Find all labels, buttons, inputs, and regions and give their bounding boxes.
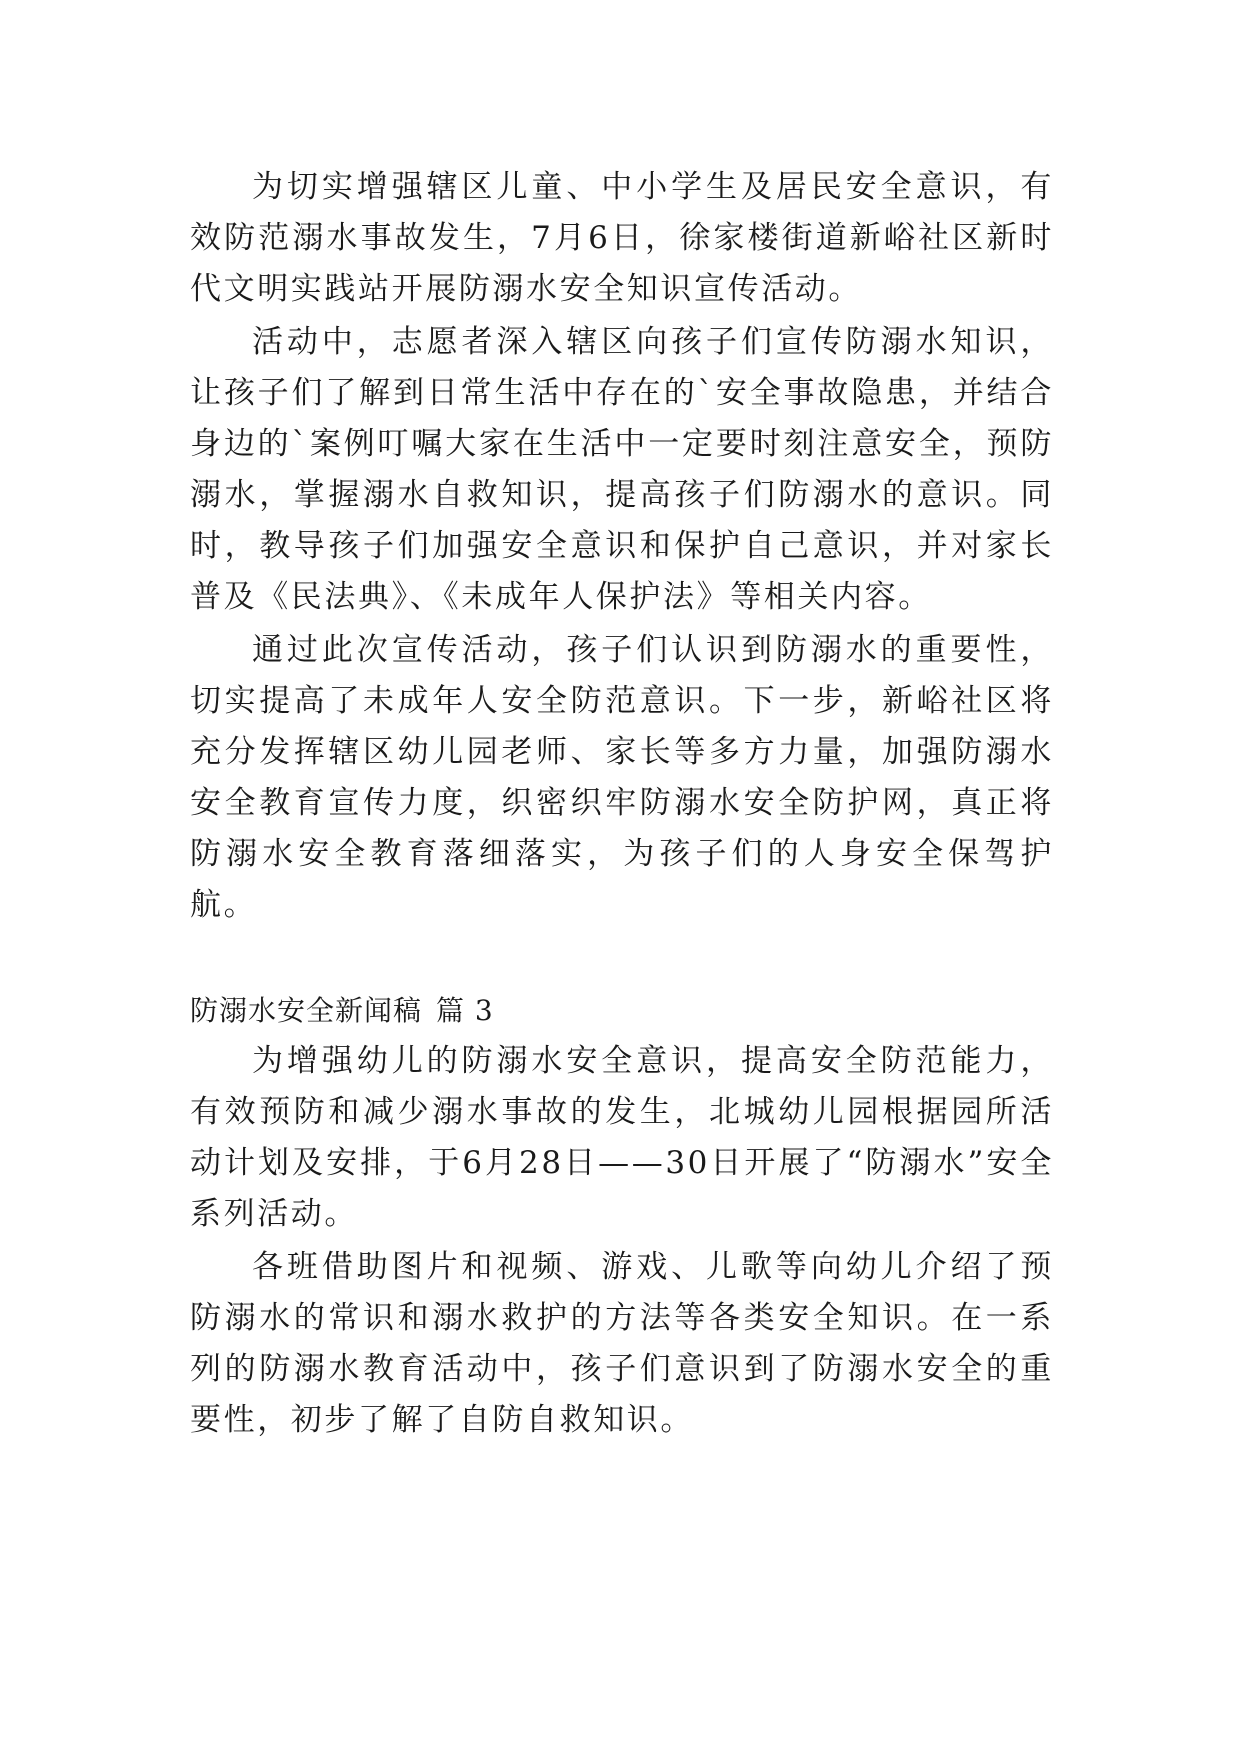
article-section-2 xyxy=(190,162,1054,931)
article-section-3 xyxy=(190,985,1054,1446)
body-paragraph: 各班借助图片和视频、游戏、儿歌等向幼儿介绍了预防溺水的常识和溺水救护的方法等各类安全知识。在一系列的防溺水教育活动中，孩子们意识到了防溺水安全的重要性，初步了解了自防自救知识。 xyxy=(190,1249,1054,1438)
document-page xyxy=(190,162,1054,1446)
body-paragraph: 活动中，志愿者深入辖区向孩子们宣传防溺水知识，让孩子们了解到日常生活中存在的`安全事故隐患，并结合身边的`案例叮嘱大家在生活中一定要时刻注意安全，预防溺水，掌握溺水自救知识，提高孩子们防溺水的意识。同时，教导孩子们加强安全意识和保护自己意识，并对家长普及《民法典》、《未成年人保护法》等相关内容。 xyxy=(190,324,1054,615)
body-paragraph: 为切实增强辖区儿童、中小学生及居民安全意识，有效防范溺水事故发生，7月6日，徐家楼街道新峪社区新时代文明实践站开展防溺水安全知识宣传活动。 xyxy=(190,169,1054,307)
section-number: 篇 3 xyxy=(436,994,494,1027)
body-paragraph: 为增强幼儿的防溺水安全意识，提高安全防范能力，有效预防和减少溺水事故的发生，北城幼儿园根据园所活动计划及安排，于6月28日——30日开展了“防溺水”安全系列活动。 xyxy=(190,1043,1054,1232)
body-paragraph: 通过此次宣传活动，孩子们认识到防溺水的重要性，切实提高了未成年人安全防范意识。下一步，新峪社区将充分发挥辖区幼儿园老师、家长等多方力量，加强防溺水安全教育宣传力度，织密织牢防溺水安全防护网，真正将防溺水安全教育落细落实，为孩子们的人身安全保驾护航。 xyxy=(190,632,1054,923)
section-title: 防溺水安全新闻稿 xyxy=(190,994,423,1027)
section-heading xyxy=(190,985,1054,1036)
